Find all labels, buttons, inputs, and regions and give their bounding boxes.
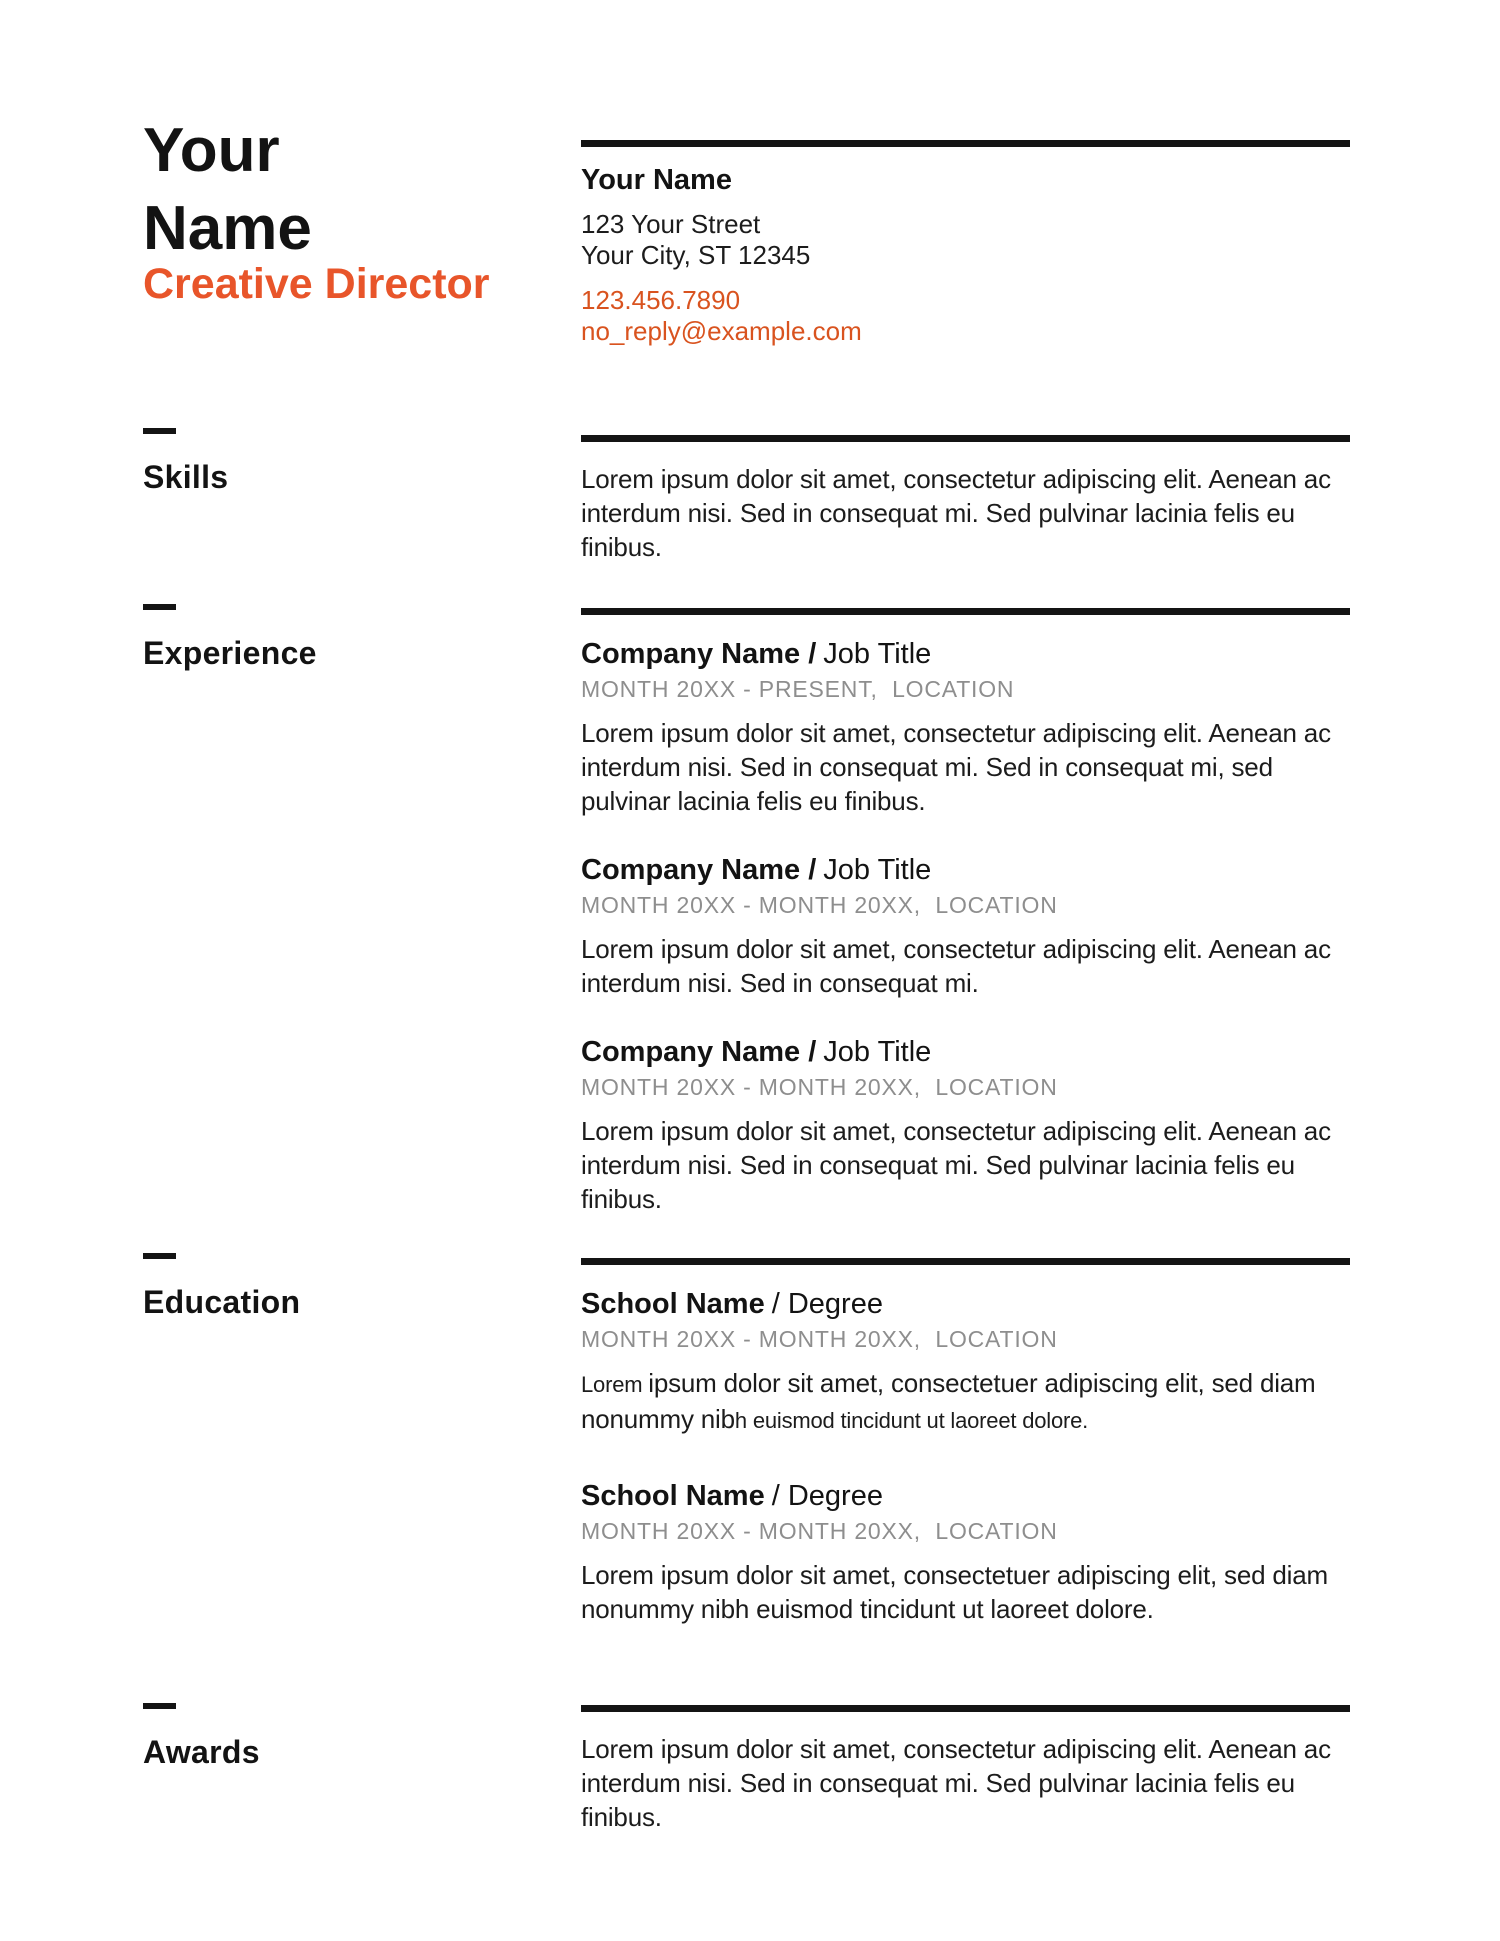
experience-section xyxy=(581,608,1350,1216)
awards-summary: Lorem ipsum dolor sit amet, consectetur adipiscing elit. Aenean ac interdum nisi. Sed in consequat mi. Sed pulvinar lacinia felis eu finibus. xyxy=(581,1734,1331,1832)
experience-entry-title xyxy=(581,852,1350,888)
section-rule xyxy=(581,435,1350,442)
person-name-line2: Name xyxy=(143,194,312,263)
education-entry-dates: MONTH 20XX - MONTH 20XX, LOCATION xyxy=(581,1326,1058,1352)
section-label-skills xyxy=(143,428,543,496)
education-section xyxy=(581,1258,1350,1626)
experience-entry-description: Lorem ipsum dolor sit amet, consectetur adipiscing elit. Aenean ac interdum nisi. Sed in consequat mi. Sed in consequat mi, sed pulvinar lacinia felis eu finibus. xyxy=(581,718,1331,816)
experience-entry-description: Lorem ipsum dolor sit amet, consectetur adipiscing elit. Aenean ac interdum nisi. Sed in consequat mi. Sed pulvinar lacinia felis eu finibus. xyxy=(581,1116,1331,1214)
experience-entry-title xyxy=(581,636,1350,672)
education-entry xyxy=(581,1286,1350,1438)
school-name: School Name xyxy=(581,1480,765,1512)
skills-summary: Lorem ipsum dolor sit amet, consectetur adipiscing elit. Aenean ac interdum nisi. Sed in consequat mi. Sed pulvinar lacinia felis eu finibus. xyxy=(581,464,1331,562)
person-name-heading xyxy=(143,112,312,268)
section-label-education xyxy=(143,1253,543,1321)
section-dash xyxy=(143,1253,176,1259)
experience-entry-dates: MONTH 20XX - PRESENT, LOCATION xyxy=(581,676,1015,702)
section-rule xyxy=(581,1258,1350,1265)
section-label-text: Skills xyxy=(143,459,229,495)
experience-entry-dates: MONTH 20XX - MONTH 20XX, LOCATION xyxy=(581,1074,1058,1100)
contact-links xyxy=(581,285,1350,347)
education-entry-dates: MONTH 20XX - MONTH 20XX, LOCATION xyxy=(581,1518,1058,1544)
experience-entry-description: Lorem ipsum dolor sit amet, consectetur adipiscing elit. Aenean ac interdum nisi. Sed in consequat mi. xyxy=(581,934,1331,998)
contact-email-link[interactable]: no_reply@example.com xyxy=(581,316,862,346)
experience-entry xyxy=(581,636,1350,818)
degree-text: / Degree xyxy=(771,1288,883,1320)
school-name: School Name xyxy=(581,1288,765,1320)
section-rule xyxy=(581,140,1350,147)
job-title-text: Job Title xyxy=(823,854,932,886)
education-entry-title xyxy=(581,1286,1350,1322)
company-name: Company Name / xyxy=(581,1036,817,1068)
section-label-text: Awards xyxy=(143,1734,260,1770)
job-title-text: Job Title xyxy=(823,1036,932,1068)
section-label-awards xyxy=(143,1703,543,1771)
contact-block xyxy=(581,140,1350,347)
job-title-text: Job Title xyxy=(823,638,932,670)
section-rule xyxy=(581,1705,1350,1712)
section-rule xyxy=(581,608,1350,615)
education-entry xyxy=(581,1478,1350,1626)
section-label-text: Experience xyxy=(143,635,317,671)
education-entry-description xyxy=(581,1366,1350,1438)
contact-address xyxy=(581,209,1350,271)
experience-entry-title xyxy=(581,1034,1350,1070)
section-label-experience xyxy=(143,604,543,672)
experience-entry xyxy=(581,1034,1350,1216)
awards-section xyxy=(581,1705,1350,1834)
education-entry-title xyxy=(581,1478,1350,1514)
contact-name: Your Name xyxy=(581,164,732,196)
description-small-prefix: Lorem xyxy=(581,1372,649,1397)
section-dash xyxy=(143,1703,176,1709)
company-name: Company Name / xyxy=(581,638,817,670)
experience-entry-dates: MONTH 20XX - MONTH 20XX, LOCATION xyxy=(581,892,1058,918)
contact-phone-link[interactable]: 123.456.7890 xyxy=(581,285,741,315)
person-name-line1: Your xyxy=(143,116,280,185)
section-label-text: Education xyxy=(143,1284,301,1320)
education-entry-description: Lorem ipsum dolor sit amet, consectetuer adipiscing elit, sed diam nonummy nibh euismod tincidunt ut laoreet dolore. xyxy=(581,1560,1328,1624)
company-name: Company Name / xyxy=(581,854,817,886)
contact-address-line1: 123 Your Street xyxy=(581,209,761,239)
description-small-suffix: h euismod tincidunt ut laoreet dolore. xyxy=(734,1408,1089,1433)
experience-entry xyxy=(581,852,1350,1000)
skills-section xyxy=(581,435,1350,564)
contact-address-line2: Your City, ST 12345 xyxy=(581,240,811,270)
section-dash xyxy=(143,428,176,434)
degree-text: / Degree xyxy=(771,1480,883,1512)
description-normal: ipsum dolor sit amet, consectetuer adipiscing elit, sed diam nonummy nib xyxy=(581,1368,1316,1434)
job-title: Creative Director xyxy=(143,260,490,308)
section-dash xyxy=(143,604,176,610)
